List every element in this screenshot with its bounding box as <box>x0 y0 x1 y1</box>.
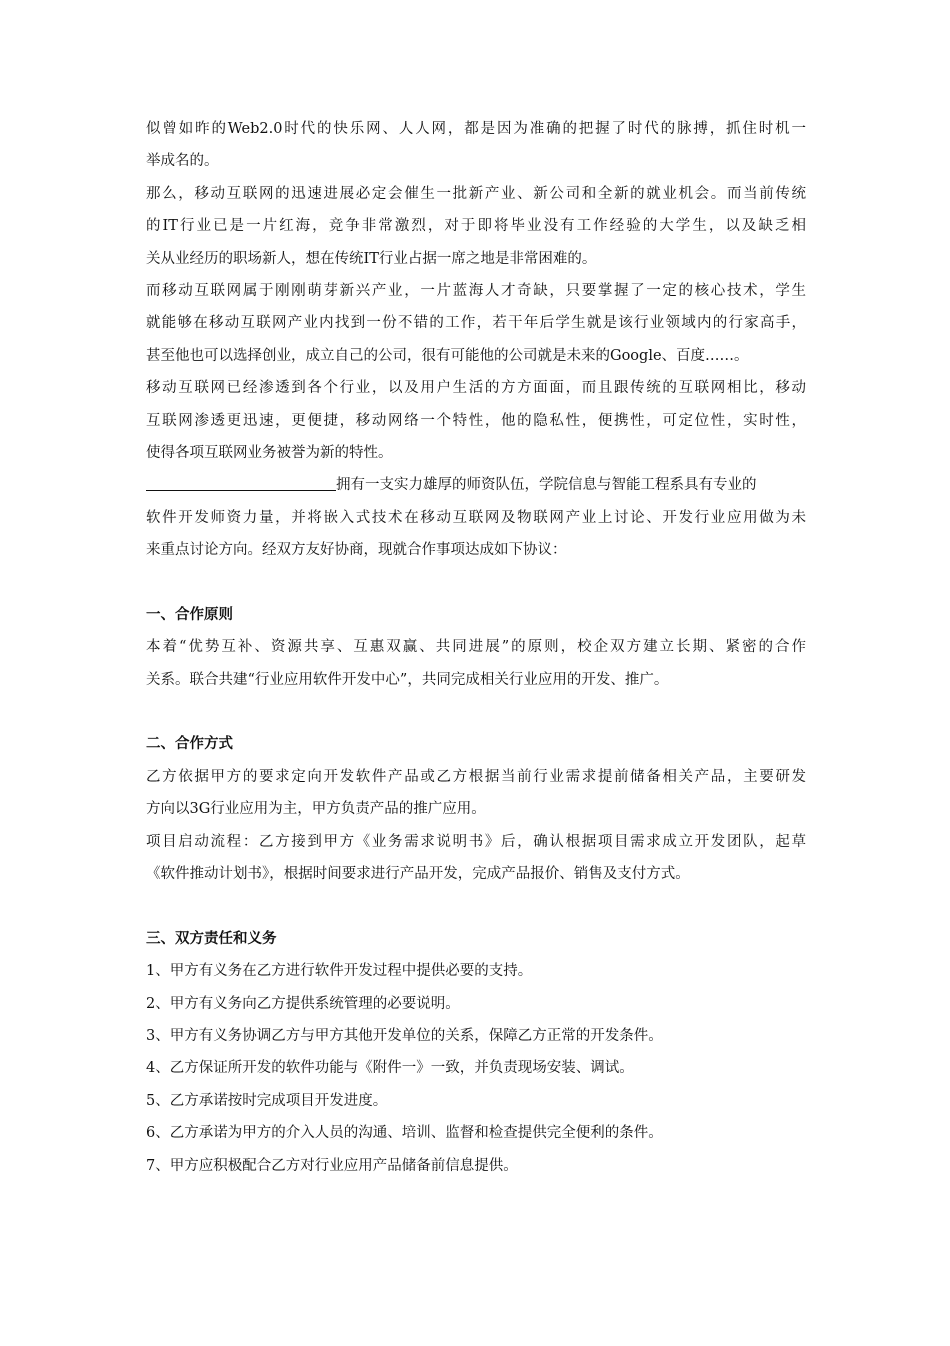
paragraph-line: 《软件推动计划书》，根据时间要求进行产品开发，完成产品报价、销售及支付方式。 <box>146 865 690 882</box>
list-item: 4、乙方保证所开发的软件功能与《附件一》一致，并负责现场安装、调试。 <box>146 1060 634 1077</box>
spacer <box>146 890 806 922</box>
paragraph-line: 本着“优势互补、资源共享、互惠双赢、共同进展”的原则，校企双方建立长期、紧密的合作 <box>146 639 806 656</box>
paragraph-line: 而移动互联网属于刚刚萌芽新兴产业，一片蓝海人才奇缺，只要掌握了一定的核心技术，学生 <box>146 282 806 299</box>
list-item: 3、甲方有义务协调乙方与甲方其他开发单位的关系，保障乙方正常的开发条件。 <box>146 1027 663 1044</box>
section-cooperation-methods <box>146 728 806 890</box>
party-name-blank[interactable] <box>146 472 336 491</box>
paragraph-line: 乙方依据甲方的要求定向开发软件产品或乙方根据当前行业需求提前储备相关产品，主要研发 <box>146 768 806 785</box>
section-responsibilities <box>146 923 806 1182</box>
paragraph-line: 来重点讨论方向。经双方友好协商，现就合作事项达成如下协议： <box>146 542 567 559</box>
intro-section <box>146 113 806 566</box>
list-item: 7、甲方应积极配合乙方对行业应用产品储备前信息提供。 <box>146 1157 518 1174</box>
section-cooperation-principles <box>146 599 806 696</box>
section-heading: 一、合作原则 <box>146 606 233 623</box>
paragraph-line: 使得各项互联网业务被誉为新的特性。 <box>146 444 393 461</box>
list-item: 1、甲方有义务在乙方进行软件开发过程中提供必要的支持。 <box>146 963 533 980</box>
faculty-line-text: 拥有一支实力雄厚的师资队伍，学院信息与智能工程系具有专业的 <box>336 477 757 494</box>
spacer <box>146 696 806 728</box>
section-heading: 二、合作方式 <box>146 736 233 753</box>
paragraph-line: 软件开发师资力量，并将嵌入式技术在移动互联网及物联网产业上讨论、开发行业应用做为未 <box>146 509 806 526</box>
list-item: 5、乙方承诺按时完成项目开发进度。 <box>146 1092 388 1109</box>
paragraph-line: 的IT行业已是一片红海，竞争非常激烈，对于即将毕业没有工作经验的大学生，以及缺乏相 <box>146 218 806 235</box>
paragraph-line: 似曾如昨的Web2.0时代的快乐网、人人网，都是因为准确的把握了时代的脉搏，抓住时机一 <box>146 121 806 137</box>
paragraph-line: 项目启动流程：乙方接到甲方《业务需求说明书》后，确认根据项目需求成立开发团队，起草 <box>146 833 806 850</box>
document-page <box>146 113 806 1182</box>
list-item: 2、甲方有义务向乙方提供系统管理的必要说明。 <box>146 995 460 1012</box>
paragraph-line: 甚至他也可以选择创业，成立自己的公司，很有可能他的公司就是未来的Google、百度……。 <box>146 347 749 364</box>
section-heading: 三、双方责任和义务 <box>146 930 277 947</box>
paragraph-line: 关系。联合共建“行业应用软件开发中心”，共同完成相关行业应用的开发、推广。 <box>146 671 669 688</box>
list-item: 6、乙方承诺为甲方的介入人员的沟通、培训、监督和检查提供完全便利的条件。 <box>146 1125 663 1142</box>
paragraph-line: 关从业经历的职场新人，想在传统IT行业占据一席之地是非常困难的。 <box>146 250 597 267</box>
paragraph-line: 那么，移动互联网的迅速进展必定会催生一批新产业、新公司和全新的就业机会。而当前传统 <box>146 185 806 202</box>
paragraph-line: 举成名的。 <box>146 153 219 170</box>
spacer <box>146 566 806 598</box>
paragraph-line: 移动互联网已经渗透到各个行业，以及用户生活的方方面面，而且跟传统的互联网相比，移动 <box>146 380 806 397</box>
faculty-line <box>146 469 806 501</box>
paragraph-line: 互联网渗透更迅速，更便捷，移动网络一个特性，他的隐私性，便携性，可定位性，实时性， <box>146 412 806 429</box>
paragraph-line: 就能够在移动互联网产业内找到一份不错的工作，若干年后学生就是该行业领域内的行家高手， <box>146 315 806 332</box>
paragraph-line: 方向以3G行业应用为主，甲方负责产品的推广应用。 <box>146 801 486 818</box>
